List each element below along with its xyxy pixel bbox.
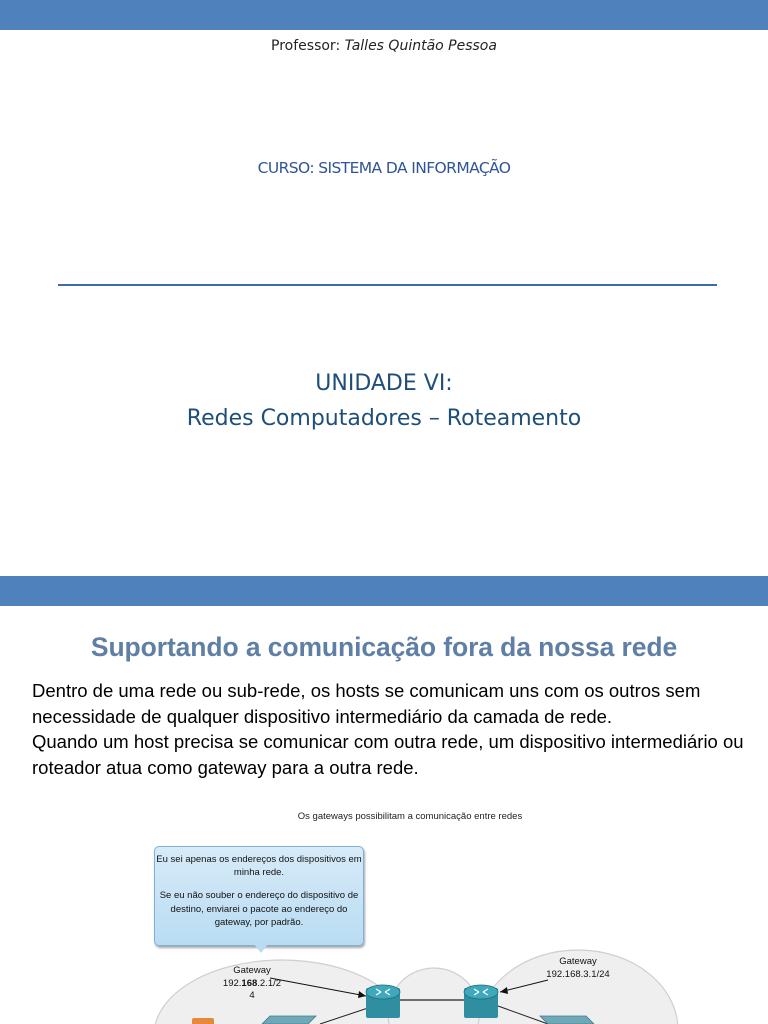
- professor-name: Talles Quintão Pessoa: [344, 38, 497, 54]
- callout-text-2: Se eu não souber o endereço do dispositivo de destino, enviarei o pacote ao endereço do gateway, por padrão.: [159, 890, 359, 928]
- gateway-left-address: 192.168.2.1/2: [222, 977, 282, 989]
- unit-title: [0, 366, 768, 436]
- diagram-caption: Os gateways possibilitam a comunicação entre redes: [297, 811, 523, 822]
- course-title: CURSO: SISTEMA DA INFORMAÇÃO: [257, 159, 511, 177]
- gateway-right-address: 192.168.3.1/24: [546, 968, 610, 980]
- body-paragraph-1: Dentro de uma rede ou sub-rede, os hosts se comunicam uns com os outros sem necessidade de qualquer dispositivo intermediário da camada de rede.: [32, 680, 701, 727]
- professor-label: Professor:: [271, 38, 345, 54]
- gateway-right-title: Gateway: [559, 956, 597, 967]
- body-paragraph-2: Quando um host precisa se comunicar com outra rede, um dispositivo intermediário ou roteador atua como gateway para a outra rede.: [32, 731, 744, 778]
- network-diagram: [0, 940, 768, 1024]
- unit-title-line1: UNIDADE VI:: [315, 371, 453, 396]
- gateway-left-label: [212, 965, 292, 1003]
- switch-right-icon: [540, 1016, 594, 1024]
- slide2-body: [32, 678, 744, 780]
- callout-pointer: [254, 944, 268, 953]
- slide2-heading: Suportando a comunicação fora da nossa rede: [90, 632, 678, 662]
- title-divider: [58, 284, 717, 286]
- gateway-left-address-wrap: 4: [249, 990, 255, 1001]
- unit-title-line2: Redes Computadores – Roteamento: [186, 406, 582, 431]
- router-right-icon: [464, 985, 498, 1018]
- professor-line: [0, 38, 768, 54]
- top-header-band: [0, 0, 768, 30]
- gateway-callout: [154, 846, 364, 946]
- gateway-right-label: [528, 956, 628, 981]
- slide2-header-band: [0, 576, 768, 606]
- host-device-icon: [192, 1018, 214, 1024]
- callout-text-1: Eu sei apenas os endereços dos dispositivos em minha rede.: [156, 854, 362, 879]
- gateway-left-title: Gateway: [233, 965, 271, 976]
- switch-left-icon: [262, 1016, 316, 1024]
- router-left-icon: [366, 985, 400, 1018]
